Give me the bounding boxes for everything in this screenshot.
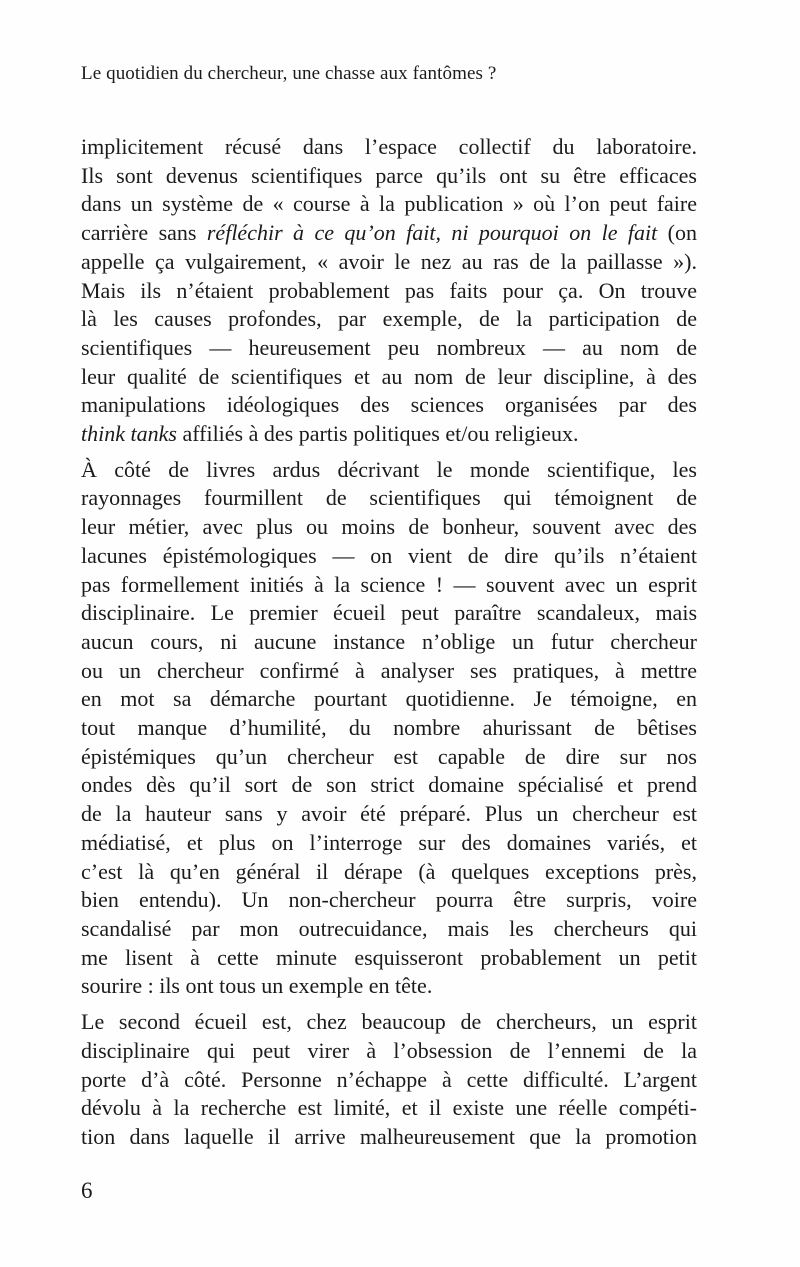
text-run: médiatisé, et plus on l’interroge sur des domaines variés, et bbox=[81, 829, 697, 855]
text-run: carrière sans bbox=[81, 220, 207, 246]
text-run: ondes dès qu’il sort de son strict domaine spécialisé et prend bbox=[81, 772, 697, 798]
body-line bbox=[81, 334, 697, 363]
text-run: tout manque d’humilité, du nombre ahurissant de bêtises bbox=[81, 715, 697, 741]
body-line bbox=[81, 162, 697, 191]
text-run: de la hauteur sans y avoir été préparé. Plus un chercheur est bbox=[81, 801, 697, 827]
text-run: scientifiques — heureusement peu nombreux — au nom de bbox=[81, 334, 697, 360]
text-run: leur métier, avec plus ou moins de bonheur, souvent avec des bbox=[81, 514, 697, 540]
running-head: Le quotidien du chercheur, une chasse aux fantômes ? bbox=[81, 63, 497, 84]
body-line bbox=[81, 858, 697, 887]
body-line bbox=[81, 363, 697, 392]
body-line bbox=[81, 685, 697, 714]
body-line bbox=[81, 484, 697, 513]
body-line bbox=[81, 915, 697, 944]
text-run: dans un système de « course à la publication » où l’on peut faire bbox=[81, 191, 697, 217]
body-line bbox=[81, 886, 697, 915]
text-run: porte d’à côté. Personne n’échappe à cette difficulté. L’argent bbox=[81, 1066, 697, 1092]
text-run: dévolu à la recherche est limité, et il existe une réelle compéti- bbox=[81, 1095, 697, 1121]
text-run: Le second écueil est, chez beaucoup de chercheurs, un esprit bbox=[81, 1009, 697, 1035]
body-line bbox=[81, 657, 697, 686]
body-line bbox=[81, 1037, 697, 1066]
text-run: ou un chercheur confirmé à analyser ses pratiques, à mettre bbox=[81, 657, 697, 683]
body-line bbox=[81, 133, 697, 162]
body-line bbox=[81, 771, 697, 800]
text-run: en mot sa démarche pourtant quotidienne. Je témoigne, en bbox=[81, 686, 697, 712]
text-run: me lisent à cette minute esquisseront probablement un petit bbox=[81, 944, 697, 970]
text-run: disciplinaire. Le premier écueil peut paraître scandaleux, mais bbox=[81, 600, 697, 626]
body-line bbox=[81, 800, 697, 829]
text-run: lacunes épistémologiques — on vient de dire qu’ils n’étaient bbox=[81, 542, 697, 568]
body-line bbox=[81, 456, 697, 485]
body-line bbox=[81, 571, 697, 600]
body-line bbox=[81, 1123, 697, 1152]
body-line bbox=[81, 944, 697, 973]
text-run: disciplinaire qui peut virer à l’obsession de l’ennemi de la bbox=[81, 1037, 697, 1063]
text-run: (on bbox=[657, 220, 697, 246]
paragraph-3 bbox=[81, 1008, 697, 1152]
text-run: pas formellement initiés à la science ! — souvent avec un esprit bbox=[81, 571, 697, 597]
text-run: leur qualité de scientifiques et au nom de leur discipline, à des bbox=[81, 363, 697, 389]
italic-text-run: think tanks bbox=[81, 421, 177, 447]
body-line bbox=[81, 599, 697, 628]
body-line bbox=[81, 542, 697, 571]
body-line bbox=[81, 305, 697, 334]
body-line bbox=[81, 1008, 697, 1037]
body-line bbox=[81, 714, 697, 743]
body-line bbox=[81, 829, 697, 858]
body-line bbox=[81, 420, 697, 449]
body-line bbox=[81, 1066, 697, 1095]
text-run: Mais ils n’étaient probablement pas faits pour ça. On trouve bbox=[81, 277, 697, 303]
text-run: là les causes profondes, par exemple, de la participation de bbox=[81, 306, 697, 332]
body-line bbox=[81, 248, 697, 277]
page-number: 6 bbox=[81, 1178, 93, 1203]
paragraph-2 bbox=[81, 456, 697, 1001]
text-run: scandalisé par mon outrecuidance, mais les chercheurs qui bbox=[81, 915, 697, 941]
body-line bbox=[81, 391, 697, 420]
text-run: implicitement récusé dans l’espace collectif du laboratoire. bbox=[81, 134, 697, 159]
body-line bbox=[81, 277, 697, 306]
text-run: bien entendu). Un non-chercheur pourra être surpris, voire bbox=[81, 887, 697, 913]
body-text bbox=[81, 133, 697, 1152]
text-run: sourire : ils ont tous un exemple en tête. bbox=[81, 973, 433, 999]
text-run: Ils sont devenus scientifiques parce qu’ils ont su être efficaces bbox=[81, 162, 697, 188]
text-run: tion dans laquelle il arrive malheureusement que la promotion bbox=[81, 1123, 697, 1149]
text-run: épistémiques qu’un chercheur est capable de dire sur nos bbox=[81, 743, 697, 769]
body-line bbox=[81, 972, 697, 1001]
text-run: c’est là qu’en général il dérape (à quelques exceptions près, bbox=[81, 858, 697, 884]
body-line bbox=[81, 1094, 697, 1123]
italic-text-run: réfléchir à ce qu’on fait, ni pourquoi on le fait bbox=[206, 220, 658, 246]
body-line bbox=[81, 513, 697, 542]
body-line bbox=[81, 190, 697, 219]
text-run: À côté de livres ardus décrivant le monde scientifique, les bbox=[81, 456, 697, 482]
body-line bbox=[81, 628, 697, 657]
text-run: manipulations idéologiques des sciences organisées par des bbox=[81, 392, 697, 418]
text-run: rayonnages fourmillent de scientifiques qui témoignent de bbox=[81, 485, 697, 511]
text-run: aucun cours, ni aucune instance n’oblige un futur chercheur bbox=[81, 628, 697, 654]
body-line bbox=[81, 743, 697, 772]
body-line bbox=[81, 219, 697, 248]
paragraph-1 bbox=[81, 133, 697, 449]
text-run: affiliés à des partis politiques et/ou religieux. bbox=[176, 421, 579, 447]
text-run: appelle ça vulgairement, « avoir le nez au ras de la paillasse »). bbox=[81, 248, 697, 274]
